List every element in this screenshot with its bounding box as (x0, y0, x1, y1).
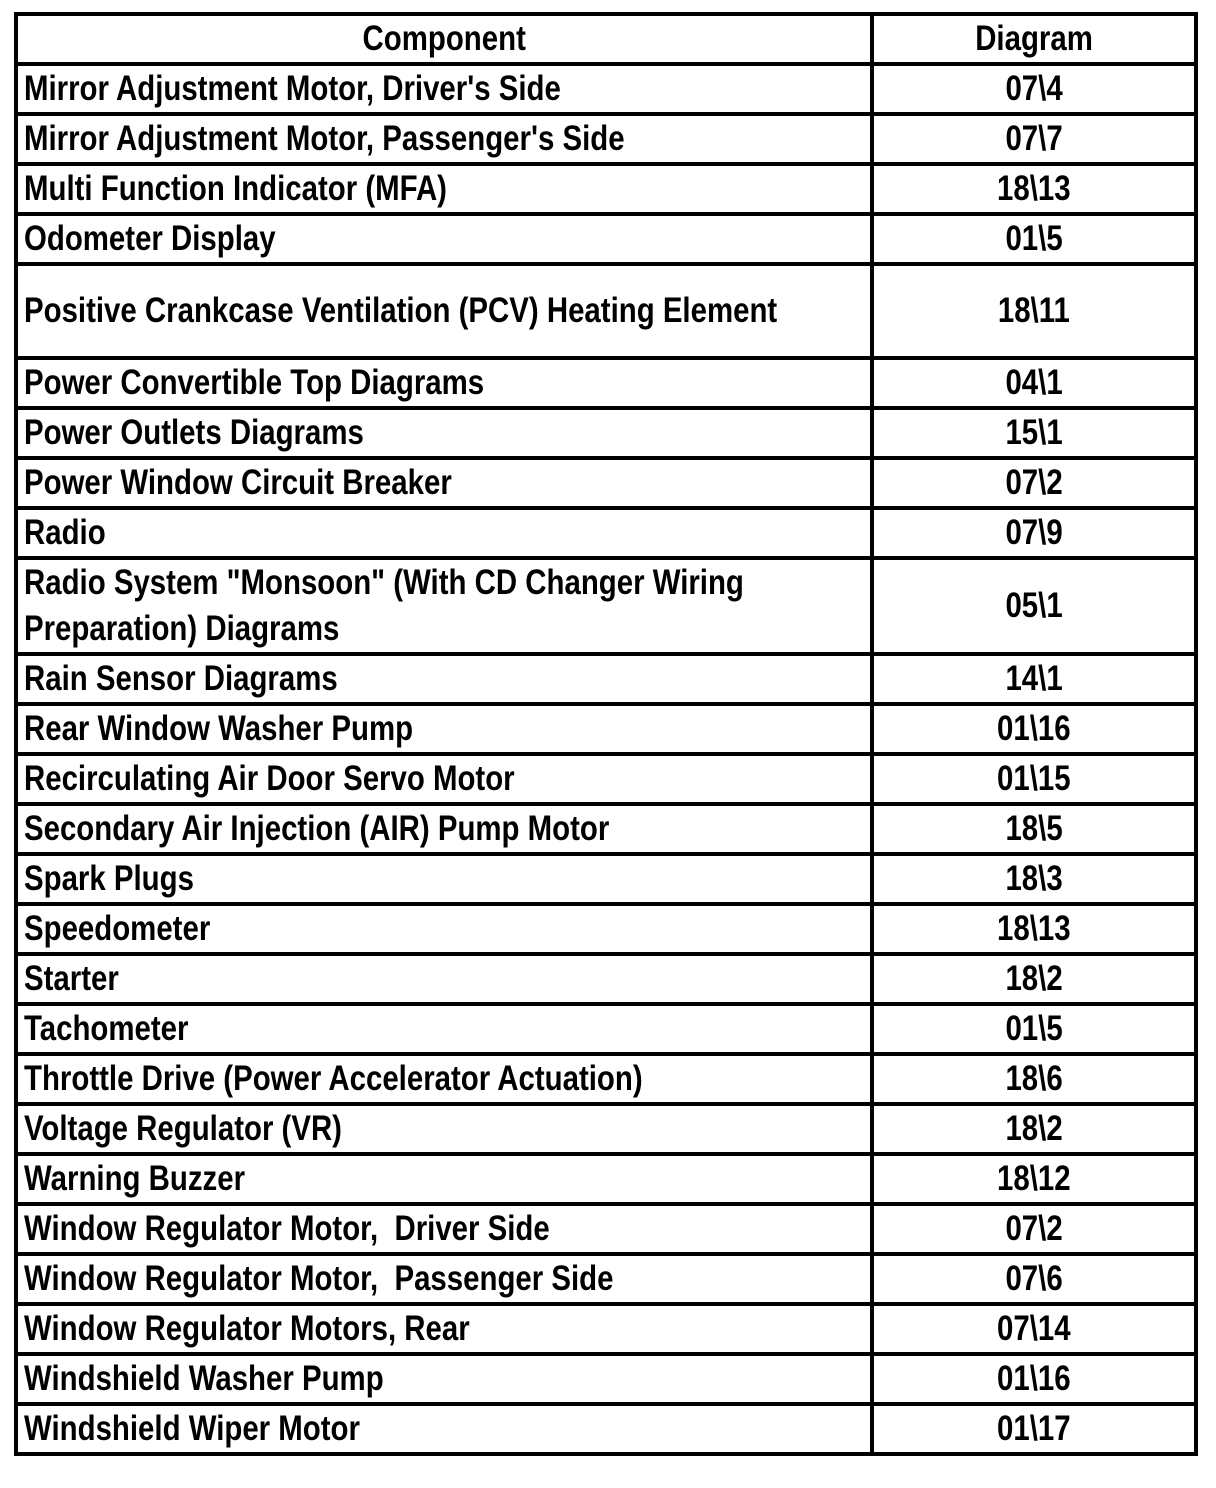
table-row (16, 804, 1196, 854)
component-cell: Window Regulator Motors, Rear (16, 1304, 872, 1354)
table-row (16, 1304, 1196, 1354)
component-cell: Window Regulator Motor, Driver Side (16, 1204, 872, 1254)
component-cell: Power Outlets Diagrams (16, 408, 872, 458)
table-row (16, 64, 1196, 114)
diagram-cell: 01\16 (872, 1354, 1196, 1404)
table-header-row (16, 14, 1196, 64)
table-row (16, 1154, 1196, 1204)
diagram-cell: 18\13 (872, 164, 1196, 214)
component-cell: Spark Plugs (16, 854, 872, 904)
table-row (16, 114, 1196, 164)
table-row (16, 654, 1196, 704)
table-row (16, 1404, 1196, 1454)
component-cell: Positive Crankcase Ventilation (PCV) Heating Element (16, 264, 872, 358)
component-cell: Radio (16, 508, 872, 558)
component-cell: Windshield Washer Pump (16, 1354, 872, 1404)
diagram-cell: 07\9 (872, 508, 1196, 558)
component-cell: Secondary Air Injection (AIR) Pump Motor (16, 804, 872, 854)
table-row (16, 508, 1196, 558)
component-column-header: Component (16, 14, 872, 64)
table-row (16, 1054, 1196, 1104)
diagram-cell: 01\15 (872, 754, 1196, 804)
component-cell: Recirculating Air Door Servo Motor (16, 754, 872, 804)
component-cell: Starter (16, 954, 872, 1004)
component-cell: Rear Window Washer Pump (16, 704, 872, 754)
diagram-cell: 07\2 (872, 1204, 1196, 1254)
component-cell: Rain Sensor Diagrams (16, 654, 872, 704)
diagram-cell: 01\16 (872, 704, 1196, 754)
component-cell: Power Window Circuit Breaker (16, 458, 872, 508)
table-row (16, 1254, 1196, 1304)
table-row (16, 704, 1196, 754)
component-cell: Warning Buzzer (16, 1154, 872, 1204)
component-cell: Window Regulator Motor, Passenger Side (16, 1254, 872, 1304)
diagram-cell: 07\14 (872, 1304, 1196, 1354)
diagram-cell: 07\7 (872, 114, 1196, 164)
table-row (16, 164, 1196, 214)
diagram-cell: 18\5 (872, 804, 1196, 854)
component-cell: Voltage Regulator (VR) (16, 1104, 872, 1154)
table-row (16, 854, 1196, 904)
diagram-cell: 18\12 (872, 1154, 1196, 1204)
table-row (16, 954, 1196, 1004)
table-row (16, 264, 1196, 358)
table-row (16, 1354, 1196, 1404)
diagram-cell: 18\3 (872, 854, 1196, 904)
diagram-cell: 07\4 (872, 64, 1196, 114)
diagram-cell: 05\1 (872, 558, 1196, 654)
table-row (16, 1204, 1196, 1254)
component-cell: Multi Function Indicator (MFA) (16, 164, 872, 214)
diagram-cell: 01\5 (872, 1004, 1196, 1054)
diagram-cell: 18\2 (872, 954, 1196, 1004)
component-cell: Windshield Wiper Motor (16, 1404, 872, 1454)
diagram-cell: 01\5 (872, 214, 1196, 264)
diagram-cell: 18\2 (872, 1104, 1196, 1154)
component-diagram-table-container (14, 12, 1194, 1456)
component-cell: Throttle Drive (Power Accelerator Actuation) (16, 1054, 872, 1104)
table-row (16, 558, 1196, 654)
diagram-cell: 18\6 (872, 1054, 1196, 1104)
diagram-cell: 14\1 (872, 654, 1196, 704)
table-row (16, 408, 1196, 458)
table-row (16, 458, 1196, 508)
table-row (16, 1104, 1196, 1154)
diagram-cell: 07\6 (872, 1254, 1196, 1304)
diagram-cell: 04\1 (872, 358, 1196, 408)
diagram-cell: 18\11 (872, 264, 1196, 358)
component-cell: Power Convertible Top Diagrams (16, 358, 872, 408)
component-cell: Tachometer (16, 1004, 872, 1054)
component-cell: Odometer Display (16, 214, 872, 264)
diagram-cell: 01\17 (872, 1404, 1196, 1454)
diagram-cell: 15\1 (872, 408, 1196, 458)
table-row (16, 754, 1196, 804)
diagram-cell: 18\13 (872, 904, 1196, 954)
component-cell (16, 558, 872, 654)
component-cell: Speedometer (16, 904, 872, 954)
diagram-column-header: Diagram (872, 14, 1196, 64)
table-row (16, 358, 1196, 408)
component-diagram-table (14, 12, 1198, 1456)
table-row (16, 214, 1196, 264)
component-wrapped-text: Radio System "Monsoon" (With CD Changer Wiring Preparation) Diagrams (24, 563, 744, 648)
component-cell: Mirror Adjustment Motor, Driver's Side (16, 64, 872, 114)
table-row (16, 904, 1196, 954)
table-row (16, 1004, 1196, 1054)
component-cell: Mirror Adjustment Motor, Passenger's Side (16, 114, 872, 164)
diagram-cell: 07\2 (872, 458, 1196, 508)
